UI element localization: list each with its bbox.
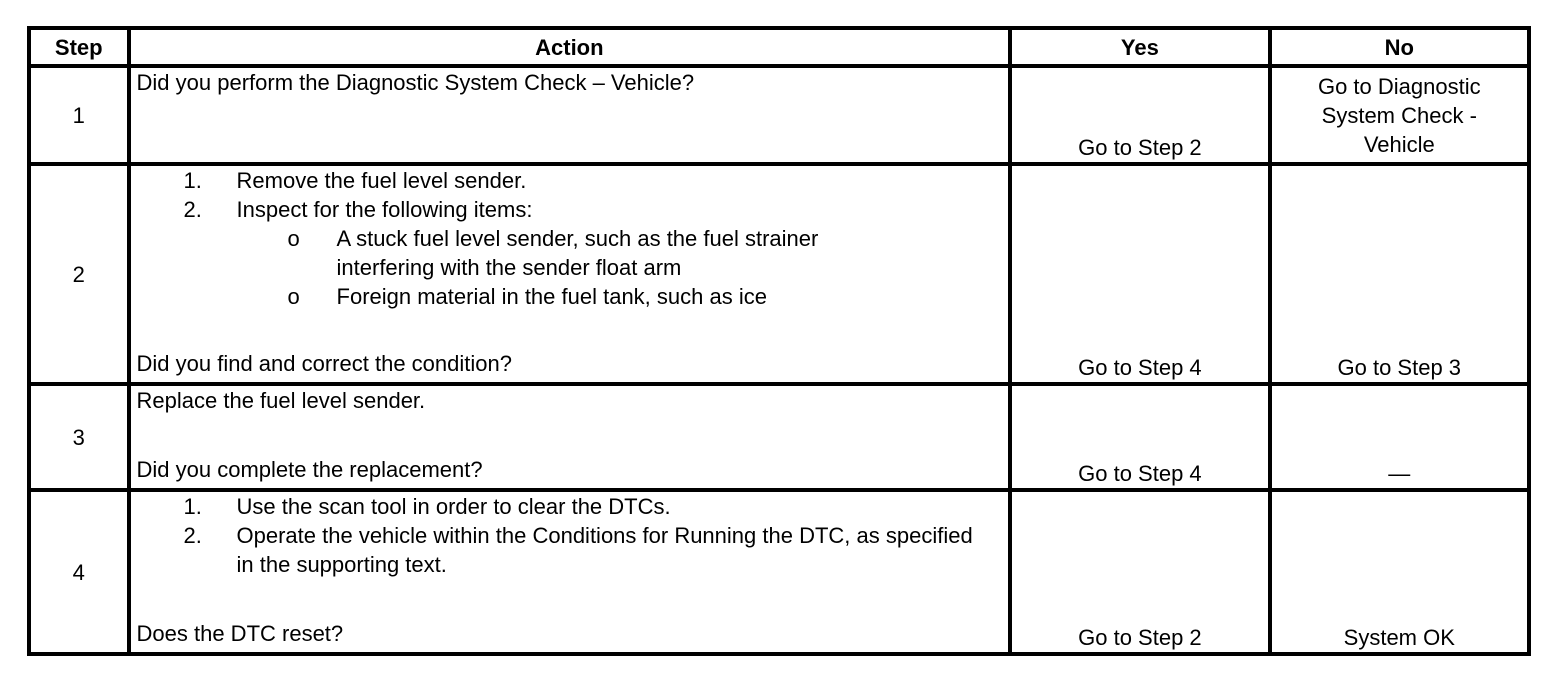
- list-item-text: Inspect for the following items:: [236, 197, 533, 222]
- step-number: 1: [29, 66, 129, 164]
- list-item-text: Remove the fuel level sender.: [236, 168, 527, 193]
- action-cell: [129, 490, 1011, 654]
- yes-cell: Go to Step 2: [1010, 490, 1269, 654]
- numbered-list: [137, 166, 1003, 311]
- no-line: Vehicle: [1363, 131, 1435, 157]
- action-cell: [129, 66, 1011, 164]
- table-row-step-2: [29, 164, 1529, 384]
- list-item: [184, 166, 1003, 195]
- action-question: Did you find and correct the condition?: [136, 351, 512, 376]
- action-cell: [129, 164, 1011, 384]
- no-cell: System OK: [1270, 490, 1529, 654]
- header-yes: Yes: [1010, 28, 1269, 66]
- numbered-list: [137, 492, 1003, 579]
- header-action: Action: [129, 28, 1011, 66]
- header-step: Step: [29, 28, 129, 66]
- no-cell: [1270, 66, 1529, 164]
- action-question: Does the DTC reset?: [136, 621, 344, 646]
- list-item-text: Use the scan tool in order to clear the DTCs.: [236, 494, 671, 519]
- sub-list-item-text: Foreign material in the fuel tank, such as ice: [336, 284, 767, 309]
- header-row: [29, 28, 1529, 66]
- list-item: [184, 492, 1003, 521]
- list-marker: 2.: [183, 523, 202, 548]
- diagnostic-table: [27, 26, 1531, 656]
- action-cell: [129, 384, 1011, 490]
- sub-list-item: [284, 282, 1003, 311]
- sub-list-item-text: A stuck fuel level sender, such as the fuel strainer interfering with the sender float arm: [336, 226, 819, 280]
- step-number: 3: [29, 384, 129, 490]
- list-item-text: Operate the vehicle within the Conditions for Running the DTC, as specified in the supporting text.: [236, 523, 973, 577]
- sub-list-item: [284, 224, 897, 282]
- circle-bullet-icon: o: [287, 226, 300, 251]
- list-marker: 2.: [183, 197, 202, 222]
- no-line: Go to Diagnostic: [1317, 73, 1481, 99]
- yes-cell: Go to Step 4: [1010, 384, 1269, 490]
- no-cell: —: [1270, 384, 1529, 490]
- table-row-step-4: [29, 490, 1529, 654]
- list-item: [184, 195, 1003, 311]
- yes-cell: Go to Step 4: [1010, 164, 1269, 384]
- table-row-step-3: [29, 384, 1529, 490]
- header-no: No: [1270, 28, 1529, 66]
- table-row-step-1: [29, 66, 1529, 164]
- list-marker: 1.: [183, 168, 202, 193]
- sub-list: [237, 224, 1003, 311]
- step-number: 4: [29, 490, 129, 654]
- action-text: Did you perform the Diagnostic System Check – Vehicle?: [136, 70, 695, 95]
- no-cell: Go to Step 3: [1270, 164, 1529, 384]
- list-item: [184, 521, 977, 579]
- list-marker: 1.: [183, 494, 202, 519]
- circle-bullet-icon: o: [287, 284, 300, 309]
- action-text: Replace the fuel level sender.: [136, 388, 426, 413]
- yes-cell: Go to Step 2: [1010, 66, 1269, 164]
- step-number: 2: [29, 164, 129, 384]
- action-question: Did you complete the replacement?: [136, 457, 483, 482]
- no-line: System Check -: [1321, 102, 1477, 128]
